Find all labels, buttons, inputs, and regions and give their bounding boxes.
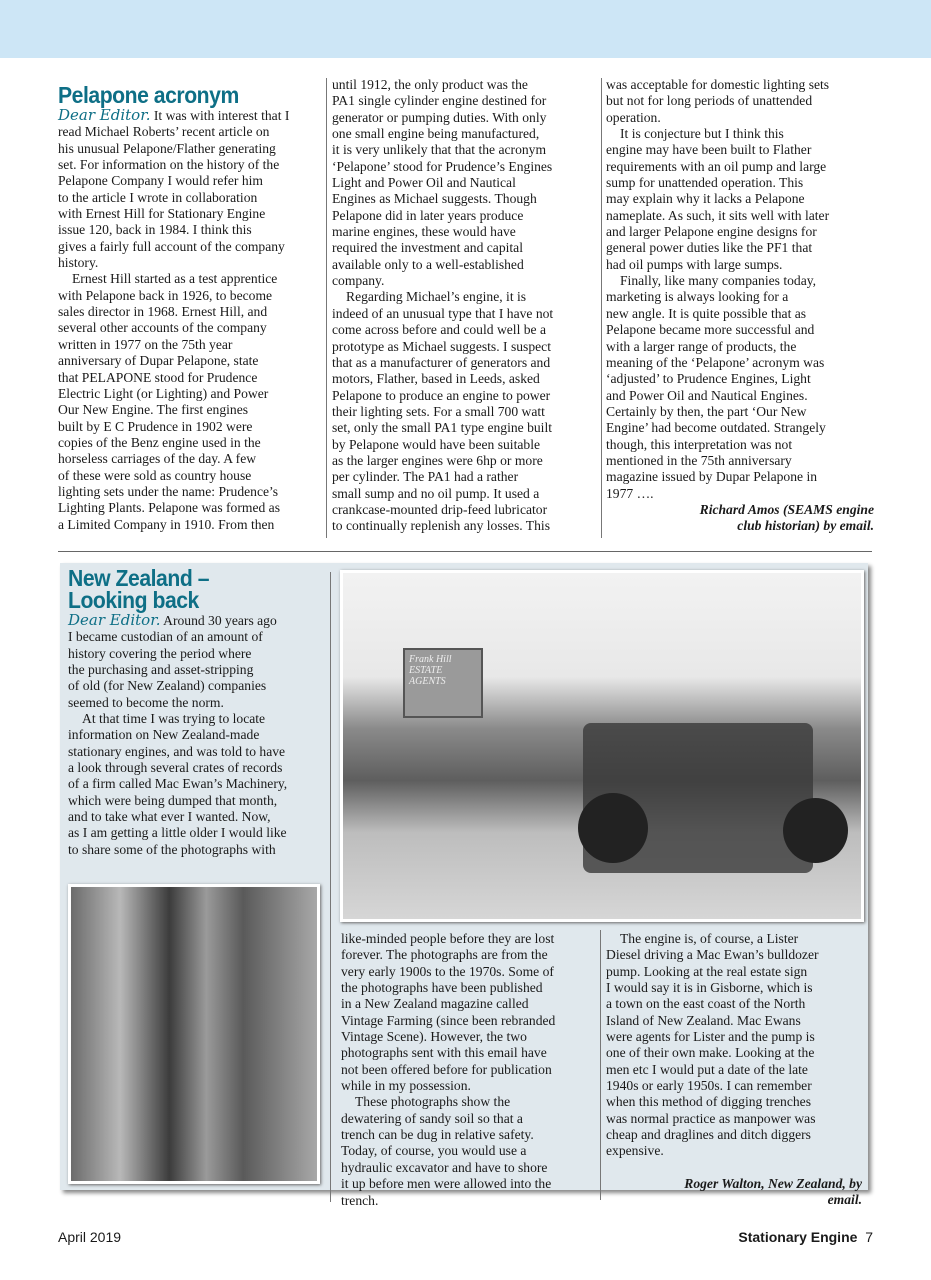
top-band xyxy=(0,0,931,58)
column-rule xyxy=(326,78,327,538)
paragraph: Ernest Hill started as a test apprentice with Pelapone back in 1926, to become sales director in 1968. Ernest Hill, and several other accounts of the company written in 1977 on the 75th year anniversary of Dupar Pelapone, state that PELAPONE stood for Prudence Electric Light (or Lighting) and Power Our New Engine. The first engines built by E C Prudence in 1902 were copies of the Benz engine used in the horseless carriages of the day. A few of these were sold as country house lighting sets under the name: Prudence’s Lighting Plants. Pelapone was formed as a Limited Company in 1910. From then xyxy=(58,271,280,532)
article1-col2 xyxy=(332,77,598,535)
magazine-name: Stationary Engine xyxy=(738,1229,858,1245)
paragraph: was acceptable for domestic lighting sets but not for long periods of unattended operation. xyxy=(606,77,830,125)
paragraph: At that time I was trying to locate information on New Zealand-made stationary engines, and was told to have a look through several crates of records of a firm called Mac Ewan’s Machinery, which were being dumped that month, and to take what ever I wanted. Now, as I am getting a little older I would like to share some of the photographs with xyxy=(68,711,288,857)
section-divider xyxy=(58,551,872,552)
paragraph: The engine is, of course, a Lister Diesel driving a Mac Ewan’s bulldozer pump. Looking at the real estate sign I would say it is in Gisborne, which is a town on the east coast of the North Island of New Zealand. Mac Ewans were agents for Lister and the pump is one of their own make. Looking at the men etc I would put a date of the late 1940s or early 1950s. I can remember when this method of digging trenches was normal practice as manpower was cheap and draglines and ditch diggers expensive. xyxy=(606,931,819,1159)
column-rule xyxy=(601,78,602,538)
article2-intro xyxy=(68,567,324,858)
paragraph: It is conjecture but I think this engine may have been built to Flather requirements with an oil pump and large sump for unattended operation. This may explain why it lacks a Pelapone nameplate. As such, it sits well with later and larger Pelapone engine designs for general power duties like the PF1 that had oil pumps with large sumps. xyxy=(606,126,830,272)
signature: Richard Amos (SEAMS engine club historian) by email. xyxy=(699,501,874,534)
column-rule xyxy=(330,572,331,1202)
article2-col3 xyxy=(606,931,862,1209)
wheel xyxy=(578,793,648,863)
paragraph: These photographs show the dewatering of sandy soil so that a trench can be dug in relative safety. Today, of course, you would use a hydraulic excavator and have to shore it up before men were allowed into the trench. xyxy=(341,1094,552,1208)
paragraph: like-minded people before they are lost forever. The photographs are from the very early 1900s to the 1970s. Some of the photographs have been published in a New Zealand magazine called Vintage Farming (since been rebranded Vintage Scene). However, the two photographs sent with this email have not been offered before for publication while in my possession. xyxy=(341,931,556,1094)
dear-editor: Dear Editor. xyxy=(58,106,151,124)
signature: Roger Walton, New Zealand, by email. xyxy=(684,1175,862,1208)
paragraph: Finally, like many companies today, marketing is always looking for a new angle. It is quite possible that as Pelapone became more successful and with a larger range of products, the meaning of the ‘Pelapone’ acronym was ‘adjusted’ to Prudence Engines, Light and Power Oil and Nautical Engines. Certainly by then, the part ‘Our New Engine’ had become outdated. Strangely though, this interpretation was not mentioned in the 75th anniversary magazine issued by Dupar Pelapone in 1977 …. xyxy=(606,273,826,501)
article2-title: New Zealand – Looking back xyxy=(68,565,210,613)
paragraph: Regarding Michael’s engine, it is indeed of an unusual type that I have not come across before and could well be a prototype as Michael suggests. I suspect that as a manufacturer of generators and motors, Flather, based in Leeds, asked Pelapone to produce an engine to power their lighting sets. For a small 700 watt set, only the small PA1 type engine built by Pelapone would have been suitable as the larger engines were 6hp or more per cylinder. The PA1 had a rather small sump and no oil pump. It used a crankcase-mounted drip-feed lubricator to continually replenish any losses. This xyxy=(332,289,554,534)
article2-col2 xyxy=(341,931,597,1209)
page-number: 7 xyxy=(865,1229,873,1245)
column-rule xyxy=(600,930,601,1200)
paragraph: until 1912, the only product was the PA1 single cylinder engine destined for generator or pumping duties. With only one small engine being manufactured, it is very unlikely that that the acronym ‘Pelapone’ stood for Prudence’s Engines Light and Power Oil and Nautical Engines as Michael suggests. Though Pelapone did in later years produce marine engines, these would have required the investment and capital available only to a well-established company. xyxy=(332,77,553,289)
paragraph: It was with interest that I read Michael Roberts’ recent article on his unusual Pelapone/Flather generating set. For information on the history of the Pelapone Company I would refer him to the article I wrote in collaboration with Ernest Hill for Stationary Engine issue 120, back in 1984. I think this gives a fairly full account of the company history. xyxy=(58,108,290,271)
article1-col3 xyxy=(606,77,874,535)
footer-magazine xyxy=(738,1229,873,1245)
footer-date: April 2019 xyxy=(58,1229,122,1245)
article1-title: Pelapone acronym xyxy=(58,82,239,108)
dear-editor: Dear Editor. xyxy=(68,611,161,629)
engine-pump-photo xyxy=(340,570,864,922)
estate-agent-sign xyxy=(403,648,483,718)
wheel xyxy=(783,798,848,863)
paragraph: Around 30 years ago I became custodian of an amount of history covering the period where the purchasing and asset-stripping of old (for New Zealand) companies seemed to become the norm. xyxy=(68,613,277,710)
article1-col1 xyxy=(58,84,320,533)
sign-text: Frank Hill ESTATE AGENTS xyxy=(409,654,452,687)
trench-photo xyxy=(68,884,320,1184)
